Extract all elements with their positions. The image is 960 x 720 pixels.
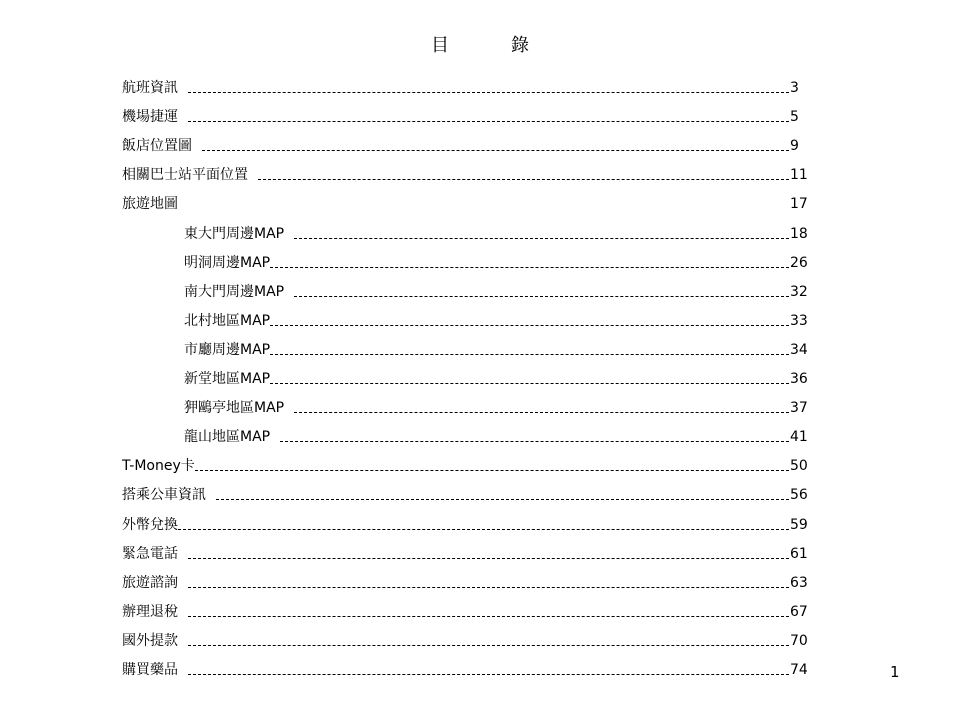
toc-entry-page: 32 [790, 283, 808, 300]
toc-entry-label: 東大門周邊MAP [184, 225, 285, 242]
toc-entry-page: 61 [790, 545, 808, 562]
toc-entry[interactable] [122, 563, 812, 592]
toc-entry-page: 41 [790, 429, 808, 446]
toc-entry-label: 旅遊地圖 [122, 196, 178, 213]
toc-entry-label: 北村地區MAP [184, 312, 271, 329]
toc-entry-page: 26 [790, 254, 808, 271]
toc-entry-label: 機場捷運 [122, 109, 178, 126]
dot-leader [258, 179, 789, 180]
dot-leader [188, 92, 789, 93]
toc-entry-page: 56 [790, 487, 808, 504]
dot-leader [270, 354, 789, 355]
toc-entry-page: 18 [790, 225, 808, 242]
dot-leader [270, 267, 789, 268]
toc-entry-label: T-Money卡 [122, 458, 195, 475]
toc-entry-page: 74 [790, 661, 808, 678]
toc-entry-page: 5 [790, 109, 799, 126]
toc-subentry[interactable] [122, 213, 812, 242]
toc-entry-label: 南大門周邊MAP [184, 283, 285, 300]
toc-entry[interactable] [122, 126, 812, 155]
toc-subentry[interactable] [122, 359, 812, 388]
toc-list [122, 68, 812, 679]
toc-entry[interactable] [122, 475, 812, 504]
toc-title: 目 錄 [431, 35, 551, 56]
toc-entry[interactable] [122, 97, 812, 126]
toc-subentry[interactable] [122, 417, 812, 446]
toc-entry[interactable] [122, 534, 812, 563]
dot-leader [270, 383, 789, 384]
toc-entry-label: 辦理退稅 [122, 603, 178, 620]
toc-entry-label: 外幣兌換 [122, 516, 178, 533]
toc-entry[interactable] [122, 504, 812, 533]
toc-entry-label: 市廳周邊MAP [184, 341, 271, 358]
toc-entry-label: 購買藥品 [122, 661, 178, 678]
toc-entry-label: 狎鷗亭地區MAP [184, 400, 285, 417]
toc-entry-page: 59 [790, 516, 808, 533]
dot-leader [270, 325, 789, 326]
dot-leader [294, 296, 789, 297]
toc-subentry[interactable] [122, 243, 812, 272]
dot-leader [178, 529, 789, 530]
toc-entry-page: 37 [790, 400, 808, 417]
toc-entry[interactable] [122, 446, 812, 475]
toc-entry[interactable] [122, 184, 812, 213]
toc-entry-page: 33 [790, 312, 808, 329]
dot-leader [216, 499, 789, 500]
toc-entry-page: 36 [790, 371, 808, 388]
dot-leader [188, 587, 789, 588]
toc-subentry[interactable] [122, 272, 812, 301]
toc-entry-label: 旅遊諮詢 [122, 574, 178, 591]
toc-entry[interactable] [122, 155, 812, 184]
toc-entry-label: 相關巴士站平面位置 [122, 167, 248, 184]
dot-leader [294, 238, 789, 239]
toc-entry-page: 17 [790, 196, 808, 213]
dot-leader [202, 150, 789, 151]
dot-leader [188, 121, 789, 122]
dot-leader [294, 412, 789, 413]
dot-leader [195, 470, 789, 471]
toc-entry-page: 50 [790, 458, 808, 475]
toc-entry-label: 飯店位置圖 [122, 138, 192, 155]
toc-entry-label: 國外提款 [122, 632, 178, 649]
toc-entry-page: 11 [790, 167, 808, 184]
toc-entry-page: 67 [790, 603, 808, 620]
toc-entry-label: 明洞周邊MAP [184, 254, 271, 271]
toc-entry[interactable] [122, 592, 812, 621]
dot-leader [188, 616, 789, 617]
dot-leader [188, 645, 789, 646]
toc-entry-page: 63 [790, 574, 808, 591]
toc-entry-label: 航班資訊 [122, 80, 178, 97]
page-number: 1 [890, 663, 900, 681]
toc-entry-label: 新堂地區MAP [184, 371, 271, 388]
toc-entry-page: 34 [790, 341, 808, 358]
toc-entry-label: 龍山地區MAP [184, 429, 271, 446]
toc-entry-page: 70 [790, 632, 808, 649]
dot-leader [188, 558, 789, 559]
toc-entry-page: 3 [790, 80, 799, 97]
toc-entry-label: 緊急電話 [122, 545, 178, 562]
toc-subentry[interactable] [122, 301, 812, 330]
toc-entry[interactable] [122, 68, 812, 97]
toc-entry[interactable] [122, 621, 812, 650]
dot-leader [280, 441, 789, 442]
toc-entry-page: 9 [790, 138, 799, 155]
toc-subentry[interactable] [122, 330, 812, 359]
toc-entry[interactable] [122, 650, 812, 679]
toc-subentry[interactable] [122, 388, 812, 417]
toc-entry-label: 搭乘公車資訊 [122, 487, 206, 504]
dot-leader [188, 674, 789, 675]
